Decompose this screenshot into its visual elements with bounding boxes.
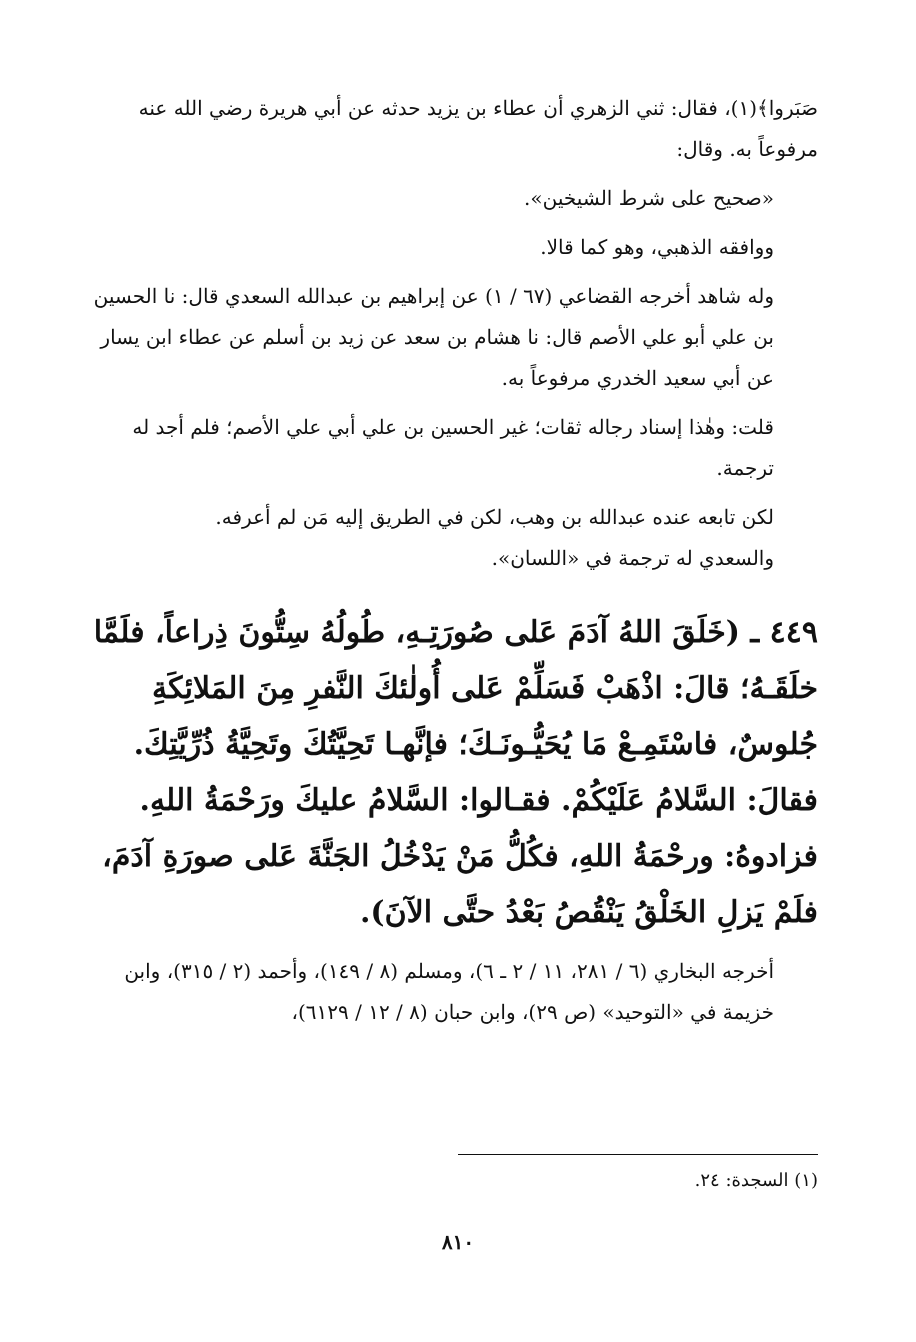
paragraph-takhrij: أخرجه البخاري (٦ / ٢٨١، ١١ / ٢ ـ ٦)، ومسلم (٨ / ١٤٩)، وأحمد (٢ / ٣١٥)، وابن خزيمة في «التوحيد» (ص ٢٩)، وابن حبان (٨ / ١٢ / ٦١٢٩)،	[124, 959, 774, 1024]
footnote: (١) السجدة: ٢٤.	[694, 1170, 818, 1191]
hadith-text: ٤٤٩ ـ (خَلَقَ اللهُ آدَمَ عَلى صُورَتِـهِ، طُولُهُ سِتُّونَ ذِراعاً، فلَمَّا خلَقَـهُ؛ قالَ: اذْهَبْ فَسَلِّمْ عَلى أُولٰئكَ النَّفرِ مِنَ المَلائِكَةِ جُلوسٌ، فاسْتَمِـعْ مَا يُحَيُّـونَـكَ؛ فإنَّهـا تَحِيَّتُكَ وتَحِيَّةُ ذُرِّيَّتِكَ. فقالَ: السَّلامُ عَلَيْكُمْ. فقـالوا: السَّلامُ عليكَ ورَحْمَةُ اللهِ. فزادوهُ: ورحْمَةُ اللهِ، فكُلُّ مَنْ يَدْخُلُ الجَنَّةَ عَلى صورَةِ آدَمَ، فلَمْ يَزلِ الخَلْقُ يَنْقُصُ بَعْدُ حتَّى الآنَ).	[93, 615, 818, 930]
paragraph-saadi: والسعدي له ترجمة في «اللسان».	[491, 546, 774, 570]
page-number: ٨١٠	[441, 1230, 475, 1254]
paragraph-shahid: وله شاهد أخرجه القضاعي (٦٧ / ١) عن إبراهيم بن عبدالله السعدي قال: نا الحسين بن علي أبو علي الأصم قال: نا هشام بن سعد عن زيد بن أسلم عن عطاء ابن يسار عن أبي سعيد الخدري مرفوعاً به.	[93, 284, 774, 390]
footnote-divider	[458, 1154, 818, 1155]
paragraph-tabaahu: لكن تابعه عنده عبدالله بن وهب، لكن في الطريق إليه مَن لم أعرفه.	[215, 505, 774, 529]
paragraph-dhahabi: ووافقه الذهبي، وهو كما قالا.	[540, 235, 774, 259]
paragraph-continuation: صَبَروا﴾(١)، فقال: ثني الزهري أن عطاء بن يزيد حدثه عن أبي هريرة رضي الله عنه مرفوعاً به. وقال:	[138, 96, 818, 161]
quote-sahih: «صحيح على شرط الشيخين».	[524, 186, 774, 210]
paragraph-qultu: قلت: وهٰذا إسناد رجاله ثقات؛ غير الحسين بن علي أبي علي الأصم؛ فلم أجد له ترجمة.	[132, 415, 774, 480]
page-body	[86, 88, 818, 1033]
